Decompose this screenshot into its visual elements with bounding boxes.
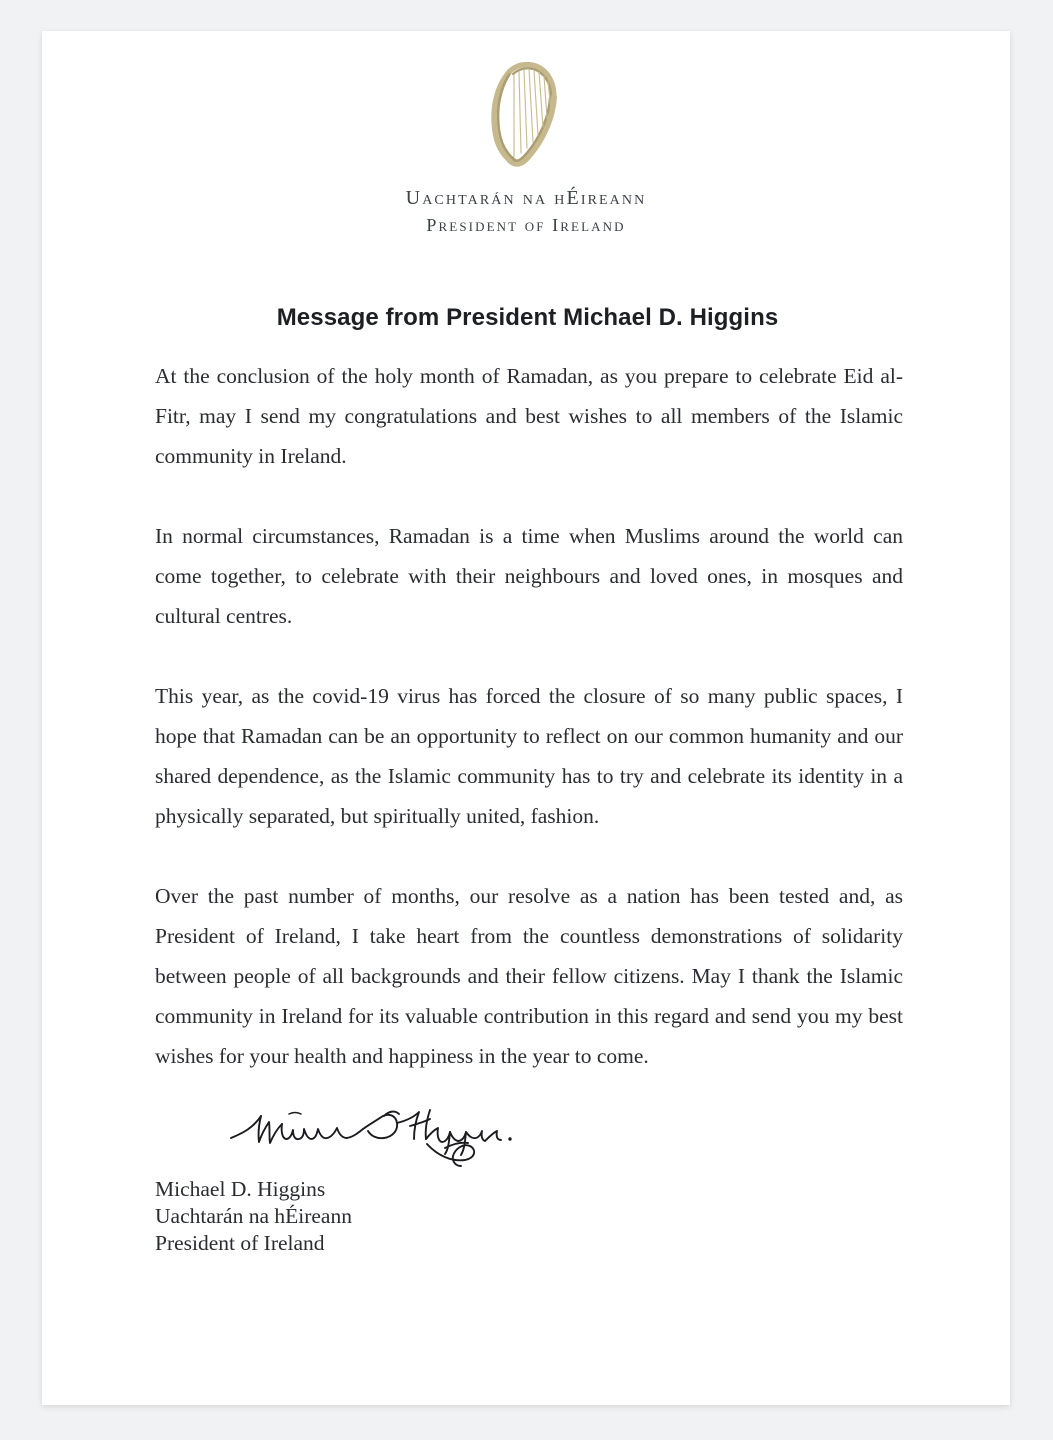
paragraph: At the conclusion of the holy month of Ramadan, as you prepare to celebrate Eid al-Fitr, may I send my congratulations and best wishes to all members of the Islamic community in Ireland.	[155, 364, 903, 468]
letterhead-title-english: President of Ireland	[426, 215, 626, 235]
handwritten-signature	[227, 1086, 527, 1176]
letter-body	[155, 356, 903, 1076]
paragraph: In normal circumstances, Ramadan is a time when Muslims around the world can come together, to celebrate with their neighbours and loved ones, in mosques and cultural centres.	[155, 524, 903, 628]
paragraph: This year, as the covid-19 virus has forced the closure of so many public spaces, I hope that Ramadan can be an opportunity to reflect on our common humanity and our shared dependence, as the Islamic community has to try and celebrate its identity in a physically separated, but spiritually united, fashion.	[155, 684, 903, 828]
signatory-name: Michael D. Higgins	[155, 1177, 326, 1201]
signature-icon	[227, 1086, 517, 1176]
page-title: Message from President Michael D. Higgins	[276, 304, 779, 331]
letterhead-title-irish: Uachtarán na hÉireann	[405, 187, 647, 209]
signatory-title-irish: Uachtarán na hÉireann	[155, 1204, 352, 1228]
irish-harp-emblem	[42, 53, 1010, 171]
letterhead	[42, 31, 1010, 236]
harp-icon	[480, 53, 572, 171]
signatory-title-english: President of Ireland	[155, 1231, 325, 1255]
letter-page	[42, 31, 1010, 1405]
paragraph: Over the past number of months, our resolve as a nation has been tested and, as President of Ireland, I take heart from the countless demonstrations of solidarity between people of all backgrounds and their fellow citizens. May I thank the Islamic community in Ireland for its valuable contribution in this regard and send you my best wishes for your health and happiness in the year to come.	[155, 884, 903, 1068]
signature-block	[155, 1176, 655, 1257]
